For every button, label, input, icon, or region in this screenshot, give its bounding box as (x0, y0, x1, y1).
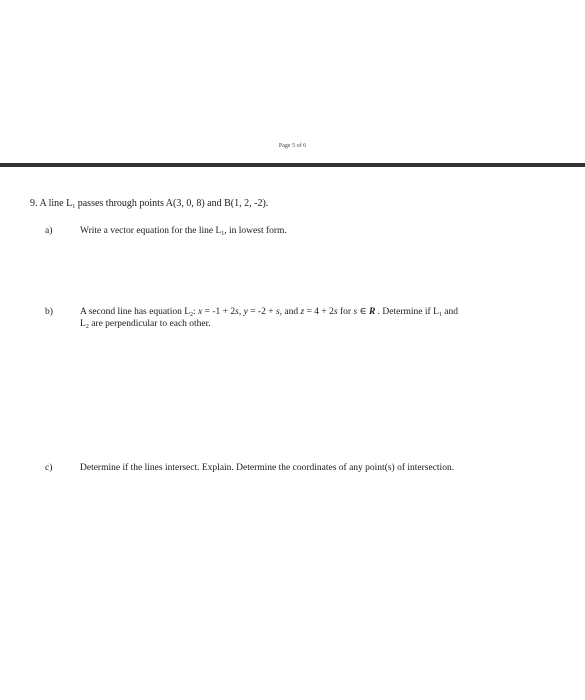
part-b-line2-sub: 2 (85, 324, 89, 330)
question-stem-pre: A line L (39, 198, 73, 209)
part-a-text-pre: Write a vector equation for the line L (80, 226, 222, 236)
part-b-t6: . Determine if L (375, 307, 439, 317)
question-stem-post: passes through points A(3, 0, 8) and B(1, 2, -2). (77, 198, 269, 209)
part-b-t3: , (238, 307, 244, 317)
part-b-line2-post: are perpendicular to each other. (88, 319, 211, 329)
part-b-x-var: x (198, 307, 203, 317)
part-b-t5: for (337, 307, 354, 317)
part-b-z-var: z (300, 307, 305, 317)
part-b-t2: : (193, 307, 199, 317)
part-b-line2-pre: L (80, 319, 86, 329)
part-a-label: a) (45, 226, 53, 236)
part-c-text: Determine if the lines intersect. Explain. Determine the coordinates of any point(s) of intersection. (80, 463, 455, 473)
question-stem-sub: 1 (72, 204, 76, 210)
part-b-y-eq: = -2 + (247, 307, 276, 317)
header-rule (0, 163, 585, 167)
part-b-t1: A second line has equation L (80, 307, 191, 317)
page-header: Page 5 of 6 (278, 143, 307, 149)
question-9 (30, 198, 268, 210)
part-b-s1: s (235, 307, 239, 317)
part-b-text (80, 306, 540, 330)
part-a-text (80, 225, 540, 237)
part-b-in-symbol: ∈ (357, 307, 369, 317)
part-b-s3: s (333, 307, 338, 317)
part-b-z-eq: = 4 + 2 (304, 307, 334, 317)
part-b-s2: s (275, 307, 280, 317)
part-c-label: c) (45, 463, 53, 473)
question-number: 9. (30, 198, 38, 209)
part-b-y-var: y (243, 307, 248, 317)
part-b-real-set: R (368, 307, 376, 317)
part-b (45, 306, 565, 336)
part-b-x-eq: = -1 + 2 (202, 307, 236, 317)
part-b-s4: s (353, 307, 358, 317)
part-b-label: b) (45, 307, 53, 317)
part-b-t6-sub: 1 (438, 312, 442, 318)
part-a-text-post: , in lowest form. (224, 226, 287, 236)
part-a-text-sub: 1 (221, 231, 225, 237)
part-b-t1-sub: 2 (190, 312, 194, 318)
part-b-t4: , and (279, 307, 301, 317)
part-c (45, 462, 565, 476)
part-a (45, 225, 565, 239)
part-b-t7: and (441, 307, 458, 317)
